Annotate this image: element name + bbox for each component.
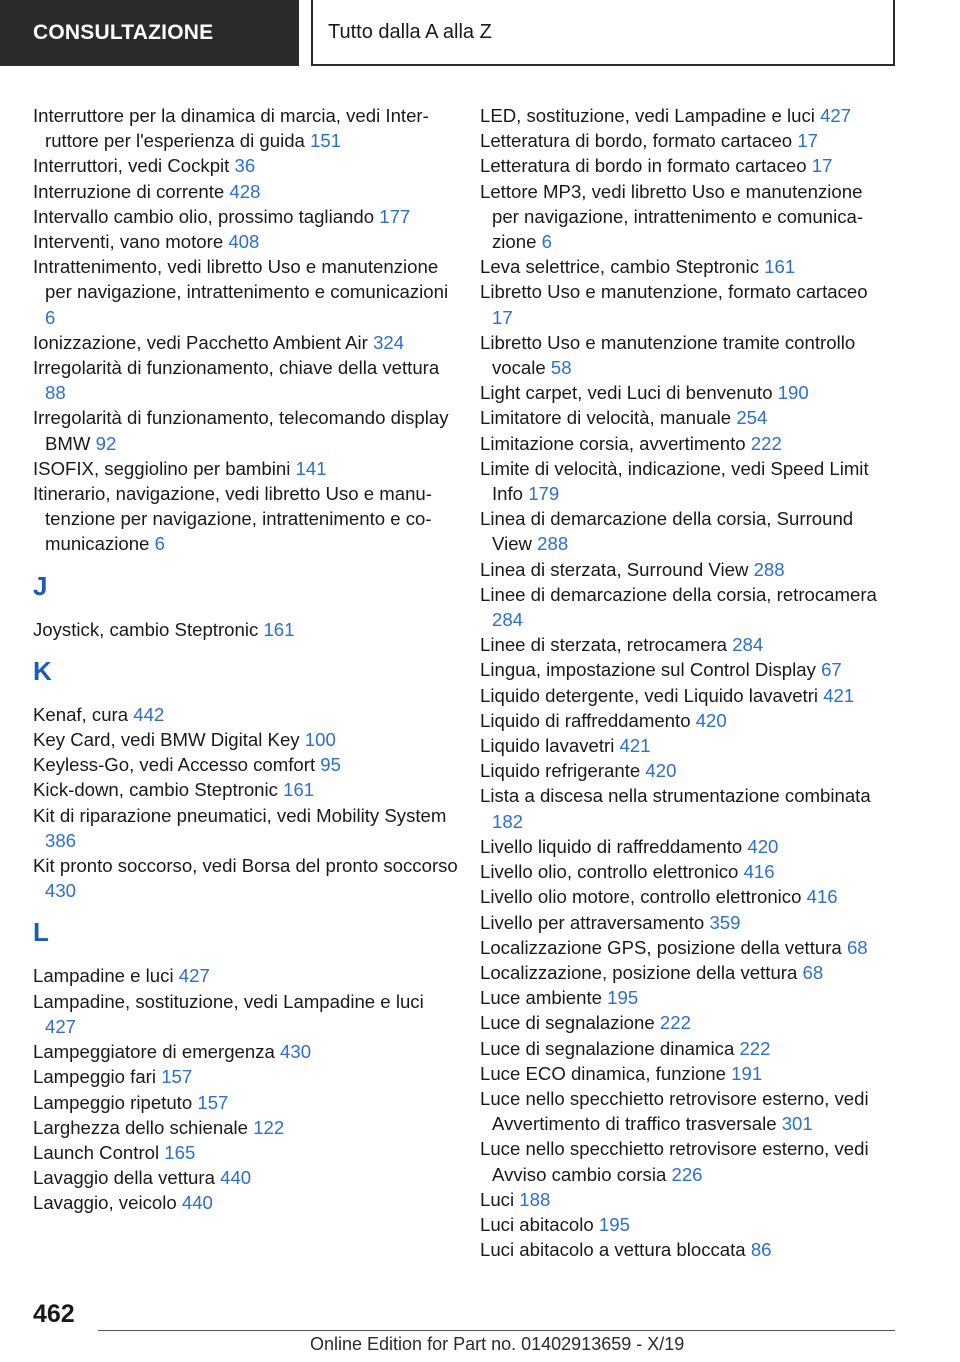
index-entry-text: Kick-down, cambio Steptronic [33,779,278,801]
index-entry-text: Livello olio motore, controllo elettronico [480,886,802,908]
index-entry [480,708,890,733]
page-reference-link[interactable]: 324 [373,331,405,353]
page-reference-link[interactable]: 222 [739,1037,771,1059]
index-entry [480,758,890,783]
page-reference-link[interactable]: 36 [234,155,256,177]
index-entry-text: ISOFIX, seggiolino per bambini [33,457,291,479]
index-entry-text: Ionizzazione, vedi Pacchetto Ambient Air [33,331,368,353]
page-reference-link[interactable]: 17 [797,130,818,152]
index-entry-text: Livello olio, controllo elettronico [480,861,739,883]
index-entry [33,204,458,229]
section-letter: J [33,570,48,601]
page-header [0,0,960,66]
index-entry [33,963,458,988]
index-entry [480,1187,890,1212]
index-entry [33,254,458,330]
index-entry-text: Luci abitacolo a vettura bloccata [480,1239,746,1261]
index-entry [33,727,458,752]
index-entry [480,935,890,960]
page-reference-link[interactable]: 6 [541,231,552,253]
index-entry-text: Liquido di raffreddamento [480,709,691,731]
index-entry-text: Luce ambiente [480,987,602,1009]
index-entry [480,279,890,329]
index-entry [480,405,890,430]
index-entry [33,853,458,903]
page-reference-link[interactable]: 222 [659,1012,691,1034]
index-entry-text: Letteratura di bordo, formato cartaceo [480,130,793,152]
index-entry [480,557,890,582]
index-entry-text: Kit di riparazione pneumatici, vedi Mobility System [33,804,447,826]
index-entry-text: Limitazione corsia, avvertimento [480,432,746,454]
page-reference-link[interactable]: 165 [164,1141,196,1163]
index-entry-text: Libretto Uso e manutenzione, formato cartaceo [480,281,868,303]
index-entry-text: Limitatore di velocità, manuale [480,407,732,429]
page-reference-link[interactable]: 430 [280,1041,312,1063]
index-entry-text: Lampadine e luci [33,965,174,987]
index-entry [33,752,458,777]
index-entry [480,733,890,758]
page-reference-link[interactable]: 288 [537,533,569,555]
index-entry [480,985,890,1010]
page-reference-link[interactable]: 157 [161,1066,193,1088]
index-entry [480,431,890,456]
index-entry [480,380,890,405]
index-entry [480,783,890,833]
index-entry [480,1237,890,1262]
section-letter: L [33,917,49,948]
page-reference-link[interactable]: 67 [821,659,842,681]
index-entry-text: Itinerario, navigazione, vedi libretto Uso e manutenzione per navigazione, intrattenimento e comunicazione [33,483,432,555]
index-entry [480,330,890,380]
page-number: 462 [33,1300,75,1328]
index-entry [480,456,890,506]
index-entry-text: Localizzazione, posizione della vettura [480,961,798,983]
index-entry-text: Irregolarità di funzionamento, telecomando display BMW [33,407,449,454]
index-entry [480,683,890,708]
index-entry-text: Interruzione di corrente [33,180,225,202]
page-reference-link[interactable]: 17 [492,306,513,328]
section-letter: K [33,655,52,686]
index-entry-text: Lampeggio fari [33,1066,157,1088]
index-entry-text: Kit pronto soccorso, vedi Borsa del pronto soccorso [33,855,458,877]
page-reference-link[interactable]: 427 [178,965,210,987]
index-entry [33,1064,458,1089]
page-reference-link[interactable]: 92 [95,432,117,454]
page-reference-link[interactable]: 95 [320,754,341,776]
index-entry [480,1036,890,1061]
index-entry-text: Intrattenimento, vedi libretto Uso e manutenzione per navigazione, intrattenimento e comunicazioni [33,256,449,303]
page-reference-link[interactable]: 122 [253,1116,285,1138]
index-entry-text: Luce di segnalazione [480,1012,655,1034]
index-entry-text: Lettore MP3, vedi libretto Uso e manutenzione per navigazione, intrattenimento e comunicazione [480,180,864,253]
index-entry-text: Light carpet, vedi Luci di benvenuto [480,382,773,404]
index-entry-text: Irregolarità di funzionamento, chiave della vettura [33,357,440,379]
page-reference-link[interactable]: 161 [764,256,796,278]
page-reference-link[interactable]: 284 [492,609,524,631]
index-entry-text: Luce ECO dinamica, funzione [480,1062,726,1084]
index-entry [33,1039,458,1064]
edition-note: Online Edition for Part no. 01402913659 - X/19 [310,1334,685,1354]
page-reference-link[interactable]: 386 [45,829,77,851]
index-entry [33,355,458,405]
page-reference-link[interactable]: 68 [846,936,868,958]
page-reference-link[interactable]: 141 [295,457,327,479]
index-entry-text: Linee di demarcazione della corsia, retrocamera [480,583,877,605]
page-reference-link[interactable]: 416 [806,886,838,908]
page-reference-link[interactable]: 86 [750,1239,772,1261]
index-entry-text: Libretto Uso e manutenzione tramite controllo vocale [480,331,856,379]
page-reference-link[interactable]: 430 [45,880,77,902]
page-reference-link[interactable]: 284 [732,634,764,656]
index-entry-text: Liquido detergente, vedi Liquido lavavetri [480,684,819,706]
index-entry-text: Letteratura di bordo in formato cartaceo [480,155,807,177]
footer-divider [98,1330,895,1331]
index-entry [480,103,890,128]
index-entry-text: Livello liquido di raffreddamento [480,835,743,857]
page-reference-link[interactable]: 17 [811,155,833,177]
index-entry [33,103,458,153]
index-entry [480,179,890,255]
page-reference-link[interactable]: 421 [619,735,651,757]
page-reference-link[interactable]: 190 [777,382,809,404]
index-entry-text: Interventi, vano motore [33,231,224,253]
index-entry-text: Launch Control [33,1141,160,1163]
index-entry-text: Luce nello specchietto retrovisore esterno, vedi Avvertimento di traffico trasversale [480,1087,869,1135]
index-entry [33,229,458,254]
index-entry-text: Interruttori, vedi Cockpit [33,155,230,177]
page-reference-link[interactable]: 179 [528,483,560,505]
index-entry [480,1212,890,1237]
index-entry [480,1086,890,1136]
index-entry-text: Lavaggio della vettura [33,1167,215,1189]
page-reference-link[interactable]: 442 [133,703,165,725]
index-entry-text: Lampeggio ripetuto [33,1091,193,1113]
index-entry-text: Limite di velocità, indicazione, vedi Speed Limit Info [480,457,869,505]
index-column-left [33,103,458,1216]
index-entry [33,179,458,204]
page-reference-link[interactable]: 301 [781,1113,813,1135]
page-reference-link[interactable]: 427 [820,105,852,126]
index-entry [33,1190,458,1215]
page-reference-link[interactable]: 195 [598,1213,630,1235]
page-reference-link[interactable]: 440 [220,1167,252,1189]
page-reference-link[interactable]: 222 [750,432,782,454]
index-entry [33,456,458,481]
index-entry-text: Lingua, impostazione sul Control Display [480,659,816,681]
index-entry [33,1115,458,1140]
index-entry [33,1090,458,1115]
index-entry [33,330,458,355]
index-entry [33,405,458,455]
page-reference-link[interactable]: 58 [550,357,572,379]
index-entry [480,884,890,909]
page-reference-link[interactable]: 359 [709,911,741,933]
index-entry-text: Linea di sterzata, Surround View [480,558,749,580]
page-reference-link[interactable]: 421 [823,684,855,706]
index-entry-text: Luci [480,1188,515,1210]
page-reference-link[interactable]: 195 [607,987,639,1009]
index-entry-text: Liquido refrigerante [480,760,641,782]
page-reference-link[interactable]: 254 [736,407,768,429]
index-entry [480,960,890,985]
index-entry [33,777,458,802]
index-entry [480,1061,890,1086]
index-entry-text: LED, sostituzione, vedi Lampadine e luci [480,105,815,126]
index-entry [33,617,458,642]
index-entry-text: Luce di segnalazione dinamica [480,1037,735,1059]
page-reference-link[interactable]: 6 [154,533,165,555]
index-entry [33,1165,458,1190]
index-entry [480,506,890,556]
index-entry-text: Leva selettrice, cambio Steptronic [480,256,760,278]
index-entry [33,481,458,557]
index-entry-text: Lampadine, sostituzione, vedi Lampadine e luci [33,990,424,1012]
page-reference-link[interactable]: 416 [743,861,775,883]
index-entry [480,1136,890,1186]
index-entry-text: Lavaggio, veicolo [33,1192,177,1214]
index-column-right [480,103,890,1262]
index-entry [480,632,890,657]
index-entry-text: Keyless-Go, vedi Accesso comfort [33,754,316,776]
index-entry-text: Linee di sterzata, retrocamera [480,634,728,656]
page-reference-link[interactable]: 157 [197,1091,229,1113]
page-reference-link[interactable]: 288 [753,558,785,580]
index-entry [480,153,890,178]
index-entry [480,128,890,153]
page-reference-link[interactable]: 226 [671,1163,703,1185]
page-reference-link[interactable]: 182 [492,810,524,832]
index-entry-text: Localizzazione GPS, posizione della vettura [480,936,842,958]
page-reference-link[interactable]: 420 [747,835,779,857]
index-entry-text: Livello per attraversamento [480,911,705,933]
index-entry-text: Key Card, vedi BMW Digital Key [33,729,300,751]
page-reference-link[interactable]: 161 [263,618,295,640]
page-reference-link[interactable]: 100 [304,729,336,751]
index-entry-text: Luci abitacolo [480,1213,594,1235]
index-entry-text: Luce nello specchietto retrovisore esterno, vedi Avviso cambio corsia [480,1138,869,1185]
page-reference-link[interactable]: 177 [379,205,411,227]
page-reference-link[interactable]: 420 [695,709,727,731]
index-entry [480,834,890,859]
page-reference-link[interactable]: 151 [310,130,342,152]
index-entry [33,989,458,1039]
page-reference-link[interactable]: 408 [228,231,260,253]
page-reference-link[interactable]: 420 [645,760,677,782]
index-entry [480,582,890,632]
page-reference-link[interactable]: 68 [802,961,824,983]
page-reference-link[interactable]: 191 [731,1062,763,1084]
index-entry [480,657,890,682]
index-entry-text: Larghezza dello schienale [33,1116,249,1138]
index-entry-text: Joystick, cambio Steptronic [33,618,259,640]
index-entry-text: Interruttore per la dinamica di marcia, vedi Interruttore per l'esperienza di guida [33,105,429,152]
index-entry-text: Lampeggiatore di emergenza [33,1041,275,1063]
index-entry [33,702,458,727]
page-reference-link[interactable]: 6 [45,306,56,328]
page-reference-link[interactable]: 427 [45,1015,77,1037]
index-entry [33,1140,458,1165]
page-reference-link[interactable]: 440 [181,1192,213,1214]
index-entry-text: Linea di demarcazione della corsia, Surround View [480,508,854,555]
index-entry [33,153,458,178]
page-reference-link[interactable]: 161 [283,779,315,801]
index-entry-text: Lista a discesa nella strumentazione combinata [480,785,871,807]
index-entry-text: Liquido lavavetri [480,735,615,757]
page-reference-link[interactable]: 188 [519,1188,551,1210]
index-entry [480,859,890,884]
index-entry-text: Kenaf, cura [33,703,129,725]
index-entry [480,254,890,279]
index-entry [33,803,458,853]
page-reference-link[interactable]: 428 [229,180,261,202]
index-entry [480,1010,890,1035]
chapter-title: Tutto dalla A alla Z [311,0,895,66]
section-tab: CONSULTAZIONE [0,0,299,66]
index-entry-text: Intervallo cambio olio, prossimo tagliando [33,205,375,227]
index-entry [480,910,890,935]
page-reference-link[interactable]: 88 [45,382,66,404]
